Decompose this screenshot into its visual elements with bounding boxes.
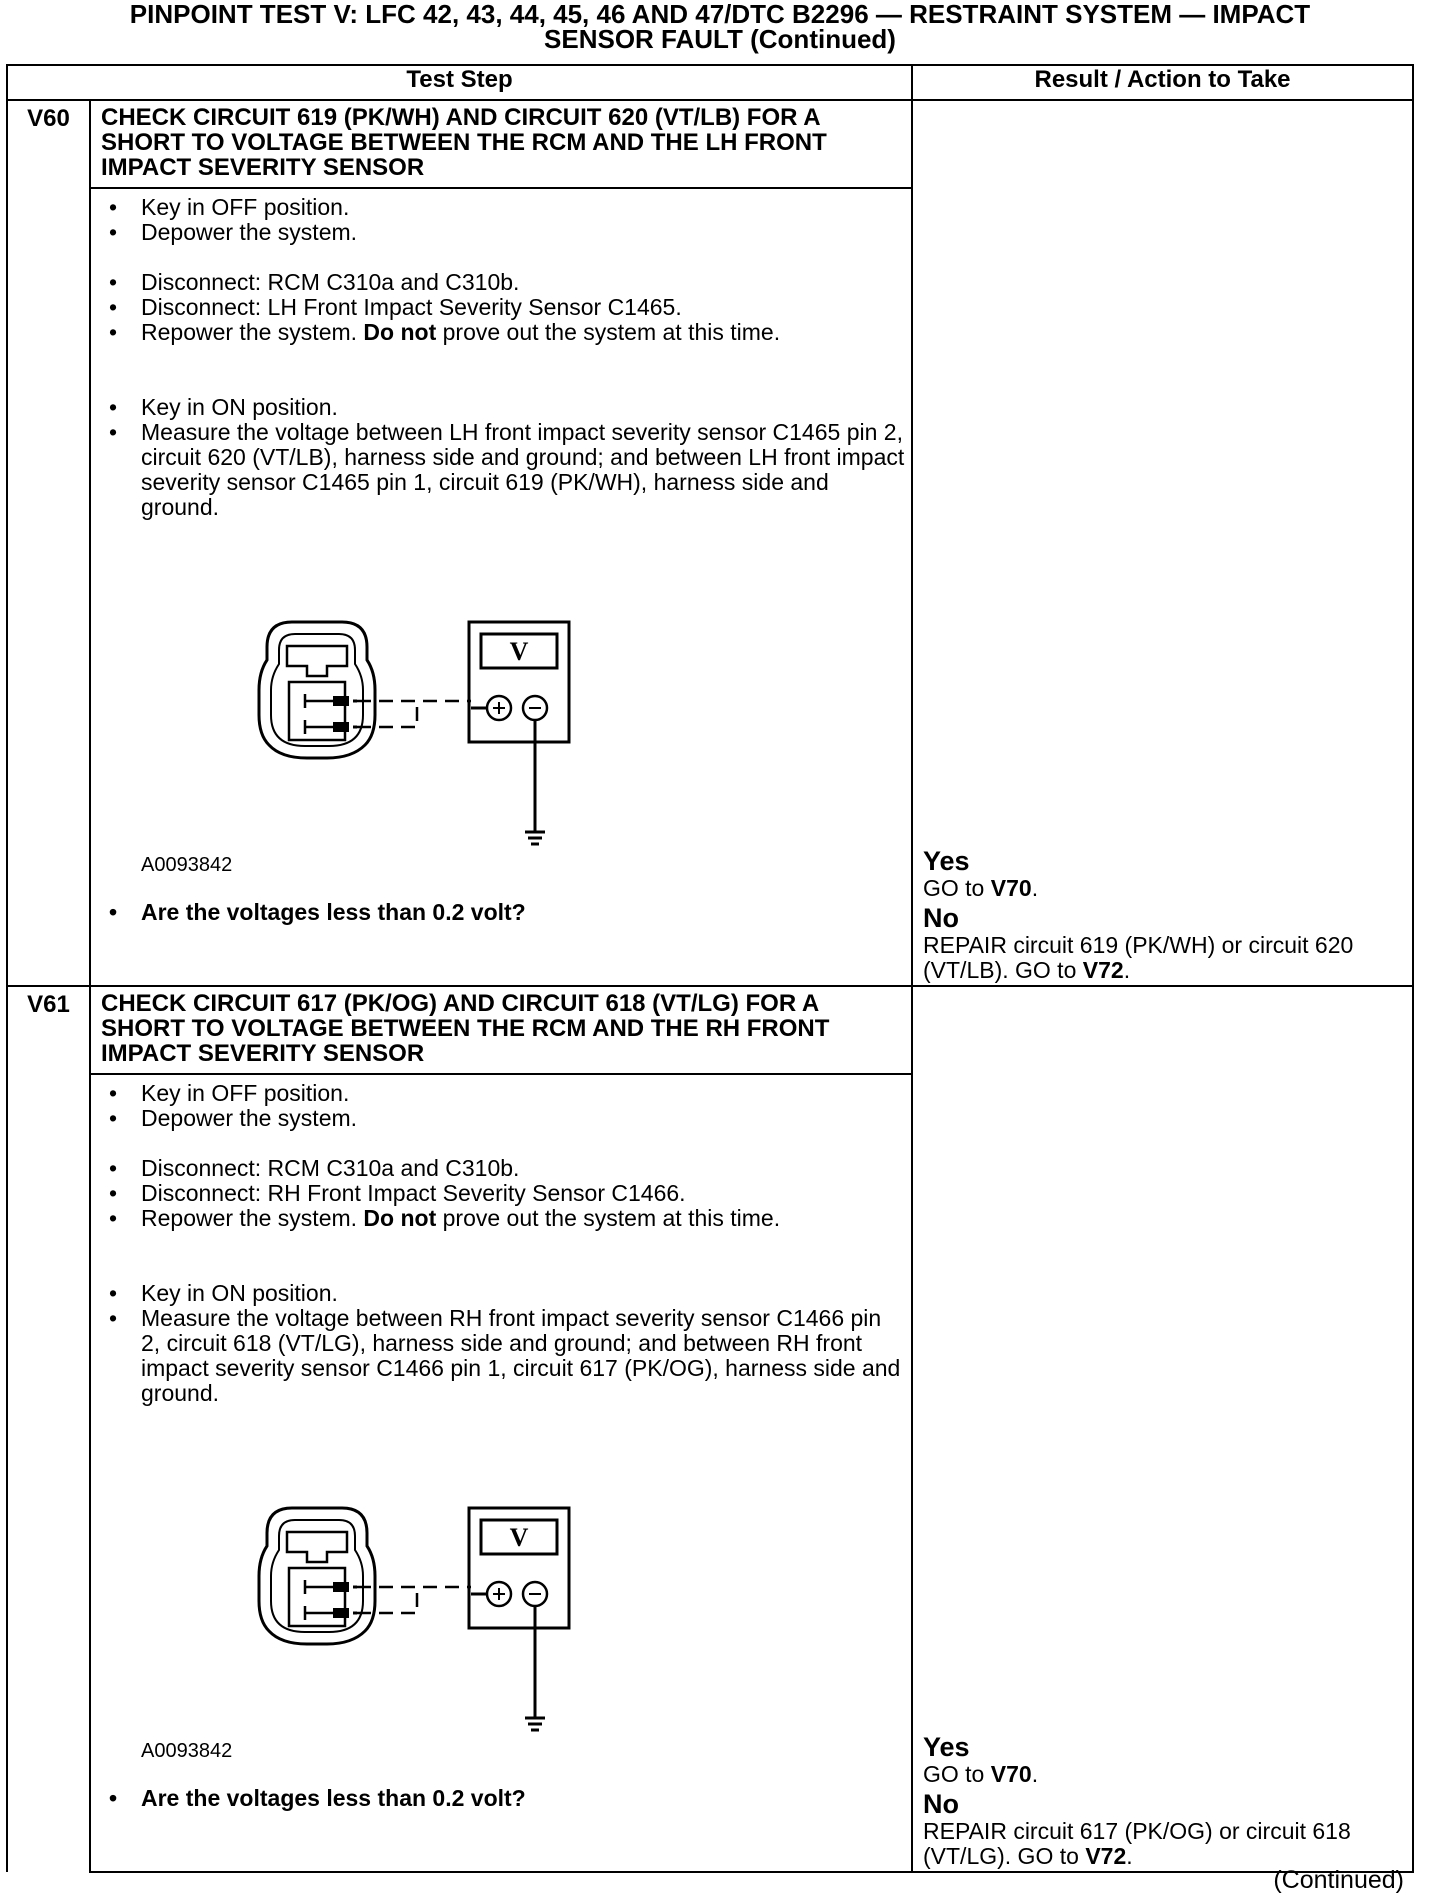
step-row-v61 [7, 986, 1413, 1074]
list-item: • Key in ON position. [97, 395, 905, 420]
connector-voltmeter-icon [257, 1506, 617, 1756]
meter-label: V [509, 637, 529, 666]
result-yes-action: GO to V70. [923, 875, 1039, 901]
step-heading: CHECK CIRCUIT 617 (PK/OG) AND CIRCUIT 618 (VT/LG) FOR A SHORT TO VOLTAGE BETWEEN THE RCM AND THE RH FRONT IMPACT SEVERITY SENSOR [90, 986, 912, 1074]
list-item: • Key in ON position. [97, 1281, 905, 1306]
voltmeter-diagram [97, 520, 905, 900]
result-no-action: REPAIR circuit 619 (PK/WH) or circuit 620 (VT/LB). GO to V72. [923, 932, 1354, 983]
list-item: • Disconnect: RH Front Impact Severity Sensor C1466. [97, 1181, 905, 1206]
voltmeter-diagram [97, 1406, 905, 1786]
connector-voltmeter-icon [257, 620, 617, 870]
test-step-header: Test Step [7, 65, 912, 100]
result-header: Result / Action to Take [912, 65, 1413, 100]
instruction-list [97, 195, 905, 520]
list-item: • Repower the system. Do not prove out the system at this time. [97, 1206, 905, 1231]
continued-label: (Continued) [1273, 1866, 1404, 1894]
result-no-label: No [923, 903, 959, 933]
list-item: • Depower the system. [97, 1106, 905, 1131]
list-item: • Measure the voltage between RH front impact severity sensor C1466 pin 2, circuit 618 (VT/LG), harness side and ground; and between RH front impact severity sensor C1466 pin 1, circuit 617 (PK/OG), harness side and ground. [97, 1306, 905, 1406]
list-item: • Disconnect: LH Front Impact Severity Sensor C1465. [97, 295, 905, 320]
go-to-link[interactable]: V72 [1085, 1843, 1127, 1869]
list-item: • Key in OFF position. [97, 1081, 905, 1106]
title-line-1: PINPOINT TEST V: LFC 42, 43, 44, 45, 46 AND 47/DTC B2296 — RESTRAINT SYSTEM — IMPACT [129, 0, 1311, 29]
step-body [90, 188, 912, 986]
figure-id: A0093842 [141, 854, 233, 876]
step-heading: CHECK CIRCUIT 619 (PK/WH) AND CIRCUIT 620 (VT/LB) FOR A SHORT TO VOLTAGE BETWEEN THE RCM AND THE LH FRONT IMPACT SEVERITY SENSOR [90, 100, 912, 188]
pinpoint-test-table [6, 64, 1414, 1873]
question-list [97, 900, 905, 925]
list-item: • Key in OFF position. [97, 195, 905, 220]
step-code: V61 [7, 986, 90, 1872]
question-list [97, 1786, 905, 1811]
list-item: • Disconnect: RCM C310a and C310b. [97, 1156, 905, 1181]
result-no-label: No [923, 1789, 959, 1819]
result-cell [912, 100, 1413, 986]
result-yes-label: Yes [923, 1732, 970, 1762]
page-title [0, 2, 1440, 52]
go-to-link[interactable]: V70 [990, 875, 1032, 901]
list-item: • Depower the system. [97, 220, 905, 245]
go-to-link[interactable]: V72 [1082, 957, 1124, 983]
question: • Are the voltages less than 0.2 volt? [97, 1786, 905, 1811]
question: • Are the voltages less than 0.2 volt? [97, 900, 905, 925]
figure-id: A0093842 [141, 1740, 233, 1762]
result-yes-label: Yes [923, 846, 970, 876]
go-to-link[interactable]: V70 [990, 1761, 1032, 1787]
result-yes-action: GO to V70. [923, 1761, 1039, 1787]
step-code: V60 [7, 100, 90, 986]
step-row-v60 [7, 100, 1413, 188]
result-no-action: REPAIR circuit 617 (PK/OG) or circuit 618 (VT/LG). GO to V72. [923, 1818, 1351, 1869]
result-cell [912, 986, 1413, 1872]
meter-label: V [509, 1523, 529, 1552]
step-body [90, 1074, 912, 1872]
list-item: • Repower the system. Do not prove out the system at this time. [97, 320, 905, 345]
list-item: • Disconnect: RCM C310a and C310b. [97, 270, 905, 295]
title-line-2: SENSOR FAULT (Continued) [544, 24, 896, 54]
list-item: • Measure the voltage between LH front impact severity sensor C1465 pin 2, circuit 620 (VT/LB), harness side and ground; and between LH front impact severity sensor C1465 pin 1, circuit 619 (PK/WH), harness side and ground. [97, 420, 905, 520]
table-header-row [7, 65, 1413, 100]
instruction-list [97, 1081, 905, 1406]
